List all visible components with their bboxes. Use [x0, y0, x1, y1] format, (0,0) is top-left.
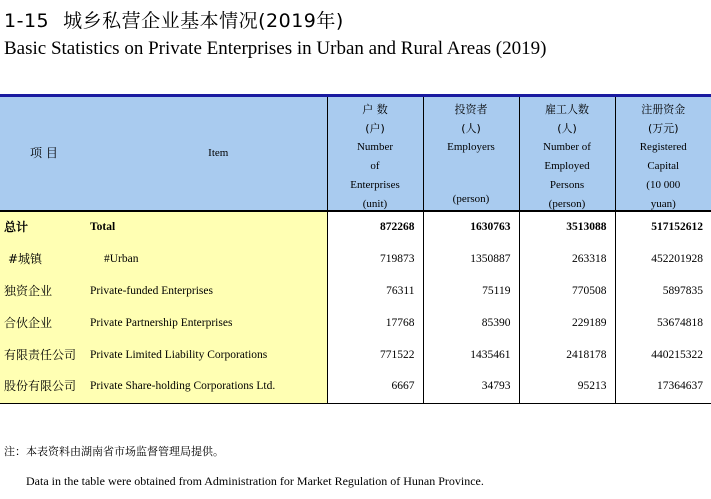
row-label-en: Private Partnership Enterprises	[90, 307, 327, 339]
page-title-en: Basic Statistics on Private Enterprises in Urban and Rural Areas (2019)	[4, 38, 547, 59]
footnote-cn: 注：本表资料由湖南省市场监督管理局提供。	[4, 445, 224, 458]
cell-registered-capital: 517152612	[615, 211, 711, 243]
table-header-row	[0, 97, 711, 211]
cell-employers: 85390	[423, 307, 519, 339]
cell-registered-capital: 440215322	[615, 339, 711, 371]
cell-enterprises: 771522	[327, 339, 423, 371]
table-row-total	[0, 211, 711, 243]
header-col-unit-en: (person)	[452, 192, 490, 205]
header-col-en: of	[370, 159, 380, 172]
page-title-cn	[4, 6, 344, 33]
header-col-unit-cn: (万元)	[647, 121, 679, 135]
cell-enterprises: 872268	[327, 211, 423, 243]
header-item-en: Item	[90, 97, 327, 211]
row-label-en: Private Limited Liability Corporations	[90, 339, 327, 371]
header-employers	[423, 97, 519, 211]
table-row-private-funded	[0, 275, 711, 307]
cell-employed-persons: 770508	[519, 275, 615, 307]
cell-employed-persons: 3513088	[519, 211, 615, 243]
cell-employers: 1630763	[423, 211, 519, 243]
cell-employed-persons: 229189	[519, 307, 615, 339]
table-row-partnership	[0, 307, 711, 339]
cell-registered-capital: 17364637	[615, 371, 711, 403]
cell-enterprises: 6667	[327, 371, 423, 403]
cell-employers: 1350887	[423, 243, 519, 275]
cell-employed-persons: 95213	[519, 371, 615, 403]
header-col-unit-en: yuan)	[650, 197, 676, 210]
header-col-cn: 投资者	[454, 102, 488, 116]
cell-employed-persons: 263318	[519, 243, 615, 275]
header-col-unit-cn: (人)	[557, 121, 577, 135]
cell-enterprises: 719873	[327, 243, 423, 275]
cell-employers: 34793	[423, 371, 519, 403]
table-row-urban	[0, 243, 711, 275]
cell-employers: 1435461	[423, 339, 519, 371]
cell-registered-capital: 452201928	[615, 243, 711, 275]
header-col-en: Number of	[543, 140, 591, 153]
header-registered-capital	[615, 97, 711, 211]
header-col-cn: 雇工人数	[545, 102, 589, 116]
row-label-cn: 有限责任公司	[0, 339, 90, 371]
header-col-en: Employers	[447, 140, 495, 153]
row-label-cn: 独资企业	[0, 275, 90, 307]
row-label-cn: 股份有限公司	[0, 371, 90, 403]
header-col-en: (10 000	[646, 178, 681, 191]
cell-employed-persons: 2418178	[519, 339, 615, 371]
header-item-cn: 项 目	[0, 97, 90, 211]
row-label-en: Private Share-holding Corporations Ltd.	[90, 371, 327, 403]
row-label-cn: #城镇	[0, 243, 90, 275]
row-label-cn: 合伙企业	[0, 307, 90, 339]
table-row-limited-liability	[0, 339, 711, 371]
header-col-unit-en: (person)	[548, 197, 586, 210]
header-col-cn: 注册资金	[641, 102, 686, 116]
table-row-share-holding	[0, 371, 711, 403]
header-col-en: Capital	[647, 159, 680, 172]
header-col-unit-en: (unit)	[362, 197, 388, 210]
header-col-unit-cn: (人)	[461, 121, 481, 135]
header-col-en: Enterprises	[350, 178, 400, 191]
row-label-en: #Urban	[90, 243, 327, 275]
row-label-en: Private-funded Enterprises	[90, 275, 327, 307]
header-col-en: Number	[356, 140, 394, 153]
statistics-table	[0, 97, 711, 404]
row-label-cn: 总计	[0, 211, 90, 243]
cell-registered-capital: 5897835	[615, 275, 711, 307]
header-col-en: Persons	[549, 178, 585, 191]
title-cn-text: 城乡私营企业基本情况(2019年)	[63, 10, 344, 32]
table-number: 1-15	[4, 10, 50, 32]
header-enterprises	[327, 97, 423, 211]
row-label-en: Total	[90, 211, 327, 243]
header-col-en: Registered	[639, 140, 687, 153]
cell-employers: 75119	[423, 275, 519, 307]
cell-enterprises: 76311	[327, 275, 423, 307]
header-employed-persons	[519, 97, 615, 211]
header-col-cn: 户 数	[362, 102, 388, 116]
cell-registered-capital: 53674818	[615, 307, 711, 339]
footnote-en: Data in the table were obtained from Administration for Market Regulation of Hunan Province.	[26, 474, 484, 488]
header-col-en: Employed	[544, 159, 590, 172]
cell-enterprises: 17768	[327, 307, 423, 339]
header-col-unit-cn: (户)	[365, 121, 385, 135]
